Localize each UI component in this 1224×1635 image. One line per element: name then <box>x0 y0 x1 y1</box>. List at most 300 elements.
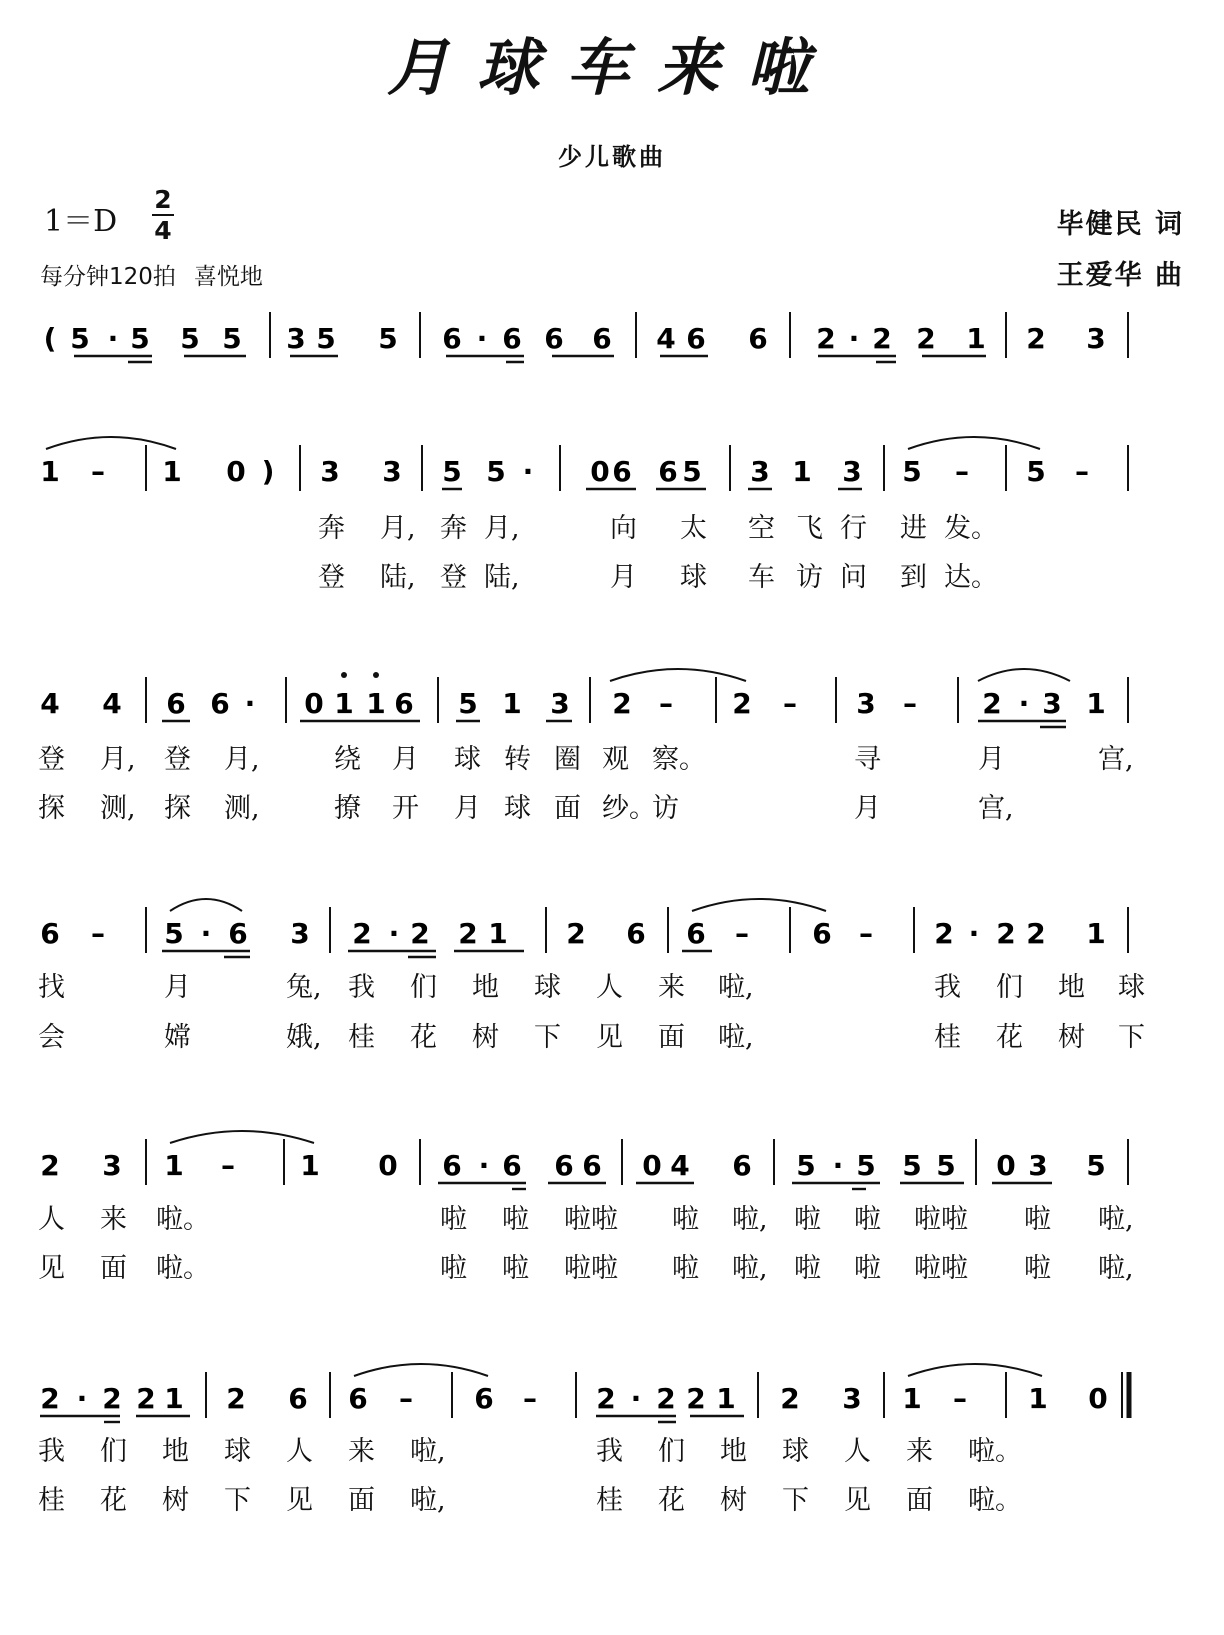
note: 5 <box>164 917 184 950</box>
note: 6 <box>686 322 706 355</box>
note: 0 <box>590 455 610 488</box>
lyric-word: 宫, <box>978 793 1014 824</box>
note: · <box>107 322 119 355</box>
note: 3 <box>1028 1149 1048 1182</box>
note: – <box>523 1382 537 1415</box>
lyric-word: 桂 <box>38 1485 65 1516</box>
note: 4 <box>670 1149 690 1182</box>
note: 1 <box>1086 917 1106 950</box>
lyric-word: 面 <box>348 1485 375 1516</box>
note: 6 <box>394 687 414 720</box>
note: 6 <box>442 322 462 355</box>
note: 1 <box>300 1149 320 1182</box>
lyric-word: 啦 <box>794 1253 821 1284</box>
note: 5 <box>936 1149 956 1182</box>
lyric-word: 啦, <box>718 1022 754 1053</box>
lyric-word: 陆, <box>484 562 520 593</box>
note: 1 <box>716 1382 736 1415</box>
lyric-word: 面 <box>906 1485 933 1516</box>
note: 2 <box>780 1382 800 1415</box>
note: 6 <box>582 1149 602 1182</box>
note: 6 <box>732 1149 752 1182</box>
note: 1 <box>40 455 60 488</box>
lyricist-credit: 毕健民 词 <box>1056 209 1184 240</box>
note: 2 <box>566 917 586 950</box>
lyric-word: 登 <box>318 562 345 593</box>
note: 1 <box>1086 687 1106 720</box>
tie <box>908 437 1040 449</box>
lyric-word: 球 <box>782 1436 809 1467</box>
notation-staff <box>0 665 1224 745</box>
lyric-word: 啦 <box>854 1253 881 1284</box>
lyric-word: 树 <box>162 1485 189 1516</box>
lyric-word: 纱。 <box>602 793 656 824</box>
lyric-word: 月, <box>484 513 520 544</box>
note: 2 <box>226 1382 246 1415</box>
tie <box>354 1364 488 1376</box>
lyric-word: 圈 <box>554 744 581 775</box>
lyric-word: 行 <box>840 513 867 544</box>
note: 2 <box>916 322 936 355</box>
lyric-line <box>0 740 1224 780</box>
lyric-word: 树 <box>472 1022 499 1053</box>
note: 6 <box>592 322 612 355</box>
lyric-word: 人 <box>596 972 623 1003</box>
lyric-word: 球 <box>504 793 531 824</box>
note: 2 <box>1026 322 1046 355</box>
note: 6 <box>228 917 248 950</box>
note: 6 <box>544 322 564 355</box>
lyric-word: 球 <box>454 744 481 775</box>
lyric-line <box>0 1200 1224 1240</box>
note: 5 <box>180 322 200 355</box>
lyric-word: 啦 <box>672 1204 699 1235</box>
lyric-word: 转 <box>504 744 531 775</box>
note: 5 <box>902 1149 922 1182</box>
octave-dot <box>341 672 347 678</box>
note: 6 <box>474 1382 494 1415</box>
lyric-word: 月 <box>164 972 191 1003</box>
note: 2 <box>996 917 1016 950</box>
lyric-word: 探 <box>164 793 191 824</box>
song-subtitle: 少儿歌曲 <box>558 143 666 171</box>
note: 1 <box>966 322 986 355</box>
lyric-word: 球 <box>224 1436 251 1467</box>
note: 3 <box>382 455 402 488</box>
note: – <box>91 917 105 950</box>
time-signature-top: 2 <box>154 185 172 214</box>
lyric-word: 花 <box>410 1022 437 1053</box>
note: 6 <box>626 917 646 950</box>
lyric-word: 察。 <box>652 744 706 775</box>
song-title: 月球车来啦 <box>386 31 837 104</box>
note: 6 <box>502 1149 522 1182</box>
lyric-word: 来 <box>906 1436 933 1467</box>
lyric-word: 们 <box>100 1436 127 1467</box>
lyric-word: 寻 <box>854 744 881 775</box>
note: 2 <box>612 687 632 720</box>
note: 5 <box>442 455 462 488</box>
note: 1 <box>164 1149 184 1182</box>
lyric-word: 啦, <box>732 1253 768 1284</box>
lyric-word: 见 <box>596 1022 623 1053</box>
note: 3 <box>842 1382 862 1415</box>
lyric-word: 我 <box>596 1436 623 1467</box>
note: · <box>388 917 400 950</box>
note: 1 <box>162 455 182 488</box>
lyric-word: 下 <box>224 1485 251 1516</box>
lyric-word: 奔 <box>440 513 467 544</box>
lyric-word: 啦 <box>1024 1204 1051 1235</box>
lyric-word: 登 <box>440 562 467 593</box>
lyric-word: 月, <box>100 744 136 775</box>
note: 2 <box>1026 917 1046 950</box>
note: – <box>659 687 673 720</box>
lyric-word: 开 <box>392 793 419 824</box>
expression-text: 喜悦地 <box>193 264 263 290</box>
note: 5 <box>1026 455 1046 488</box>
note: 6 <box>686 917 706 950</box>
note: 5 <box>902 455 922 488</box>
note: · <box>630 1382 642 1415</box>
note: · <box>76 1382 88 1415</box>
note: · <box>200 917 212 950</box>
tie <box>978 669 1070 681</box>
lyric-word: 我 <box>38 1436 65 1467</box>
lyric-word: 我 <box>348 972 375 1003</box>
lyric-word: 人 <box>286 1436 313 1467</box>
lyric-word: 月, <box>380 513 416 544</box>
key-signature: 1＝D <box>44 204 118 239</box>
lyric-word: 登 <box>164 744 191 775</box>
lyric-word: 啦 <box>794 1204 821 1235</box>
note: 5 <box>486 455 506 488</box>
lyric-line <box>0 1018 1224 1058</box>
note: 0 <box>226 455 246 488</box>
lyric-word: 月 <box>392 744 419 775</box>
lyric-word: 下 <box>1118 1022 1145 1053</box>
lyric-word: 月, <box>224 744 260 775</box>
lyric-word: 啦, <box>732 1204 768 1235</box>
lyric-word: 啦 <box>502 1253 529 1284</box>
note: ) <box>261 455 275 488</box>
lyric-word: 问 <box>840 562 867 593</box>
lyric-word: 访 <box>652 793 679 824</box>
lyric-word: 桂 <box>596 1485 623 1516</box>
note: 0 <box>642 1149 662 1182</box>
note: 2 <box>352 917 372 950</box>
lyric-word: 宫, <box>1098 744 1134 775</box>
note: 5 <box>130 322 150 355</box>
lyric-word: 啦, <box>410 1436 446 1467</box>
tie <box>908 1364 1042 1376</box>
lyric-word: 啦。 <box>156 1253 210 1284</box>
note: – <box>735 917 749 950</box>
lyric-word: 花 <box>100 1485 127 1516</box>
lyric-word: 啦 <box>672 1253 699 1284</box>
note: · <box>478 1149 490 1182</box>
lyric-word: 球 <box>680 562 707 593</box>
note: · <box>848 322 860 355</box>
tie <box>170 1131 314 1143</box>
note: 2 <box>136 1382 156 1415</box>
note: – <box>955 455 969 488</box>
note: · <box>968 917 980 950</box>
note: 2 <box>934 917 954 950</box>
lyric-word: 测, <box>224 793 260 824</box>
lyric-word: 啦啦 <box>914 1204 968 1235</box>
note: 5 <box>316 322 336 355</box>
lyric-line <box>0 1249 1224 1289</box>
note: – <box>399 1382 413 1415</box>
note: 6 <box>502 322 522 355</box>
lyric-word: 来 <box>100 1204 127 1235</box>
lyric-word: 撩 <box>334 793 361 824</box>
lyric-word: 车 <box>748 562 775 593</box>
note: – <box>1075 455 1089 488</box>
note: 2 <box>816 322 836 355</box>
note: 0 <box>1088 1382 1108 1415</box>
lyric-word: 球 <box>1118 972 1145 1003</box>
note: 2 <box>102 1382 122 1415</box>
lyric-word: 们 <box>658 1436 685 1467</box>
lyric-word: 空 <box>748 513 775 544</box>
note: · <box>1018 687 1030 720</box>
note: 6 <box>812 917 832 950</box>
lyric-word: 啦啦 <box>564 1204 618 1235</box>
note: 1 <box>488 917 508 950</box>
lyric-word: 进 <box>900 513 927 544</box>
octave-dot <box>373 672 379 678</box>
lyric-word: 来 <box>658 972 685 1003</box>
note: 5 <box>682 455 702 488</box>
notation-staff <box>0 433 1224 513</box>
lyric-word: 球 <box>534 972 561 1003</box>
note: 2 <box>40 1149 60 1182</box>
notation-staff <box>0 300 1224 380</box>
note: 6 <box>554 1149 574 1182</box>
lyric-word: 地 <box>472 972 499 1003</box>
note: 1 <box>1028 1382 1048 1415</box>
lyric-word: 月 <box>610 562 637 593</box>
lyric-word: 桂 <box>348 1022 375 1053</box>
note: 2 <box>40 1382 60 1415</box>
note: 3 <box>102 1149 122 1182</box>
lyric-line <box>0 1432 1224 1472</box>
lyric-word: 桂 <box>934 1022 961 1053</box>
lyric-line <box>0 558 1224 598</box>
lyric-word: 观 <box>602 744 629 775</box>
note: 2 <box>458 917 478 950</box>
lyric-word: 面 <box>554 793 581 824</box>
lyric-word: 陆, <box>380 562 416 593</box>
lyric-word: 见 <box>286 1485 313 1516</box>
note: 1 <box>334 687 354 720</box>
lyric-word: 花 <box>996 1022 1023 1053</box>
lyric-word: 见 <box>844 1485 871 1516</box>
note: 5 <box>796 1149 816 1182</box>
note: 3 <box>1042 687 1062 720</box>
note: 6 <box>40 917 60 950</box>
note: 1 <box>792 455 812 488</box>
note: 2 <box>410 917 430 950</box>
time-signature-bottom: 4 <box>154 216 172 245</box>
time-signature <box>152 186 174 244</box>
lyric-word: 啦, <box>1098 1253 1134 1284</box>
note: 6 <box>288 1382 308 1415</box>
note: 0 <box>304 687 324 720</box>
note: 6 <box>348 1382 368 1415</box>
composer-credit: 王爱华 曲 <box>1056 260 1184 291</box>
lyric-word: 地 <box>1058 972 1085 1003</box>
lyric-word: 月 <box>978 744 1005 775</box>
lyric-word: 啦, <box>1098 1204 1134 1235</box>
lyric-word: 面 <box>658 1022 685 1053</box>
tempo-marking <box>40 258 263 291</box>
lyric-word: 见 <box>38 1253 65 1284</box>
note: 2 <box>656 1382 676 1415</box>
lyric-word: 人 <box>844 1436 871 1467</box>
lyric-word: 啦 <box>502 1204 529 1235</box>
note: 5 <box>1086 1149 1106 1182</box>
lyric-word: 地 <box>720 1436 747 1467</box>
note: 6 <box>442 1149 462 1182</box>
lyric-word: 啦。 <box>968 1485 1022 1516</box>
lyric-word: 我 <box>934 972 961 1003</box>
tie <box>170 899 242 911</box>
lyric-word: 啦。 <box>968 1436 1022 1467</box>
note: 3 <box>550 687 570 720</box>
lyric-word: 树 <box>1058 1022 1085 1053</box>
lyric-word: 地 <box>162 1436 189 1467</box>
note: 5 <box>458 687 478 720</box>
tempo-text: 每分钟120拍 <box>40 264 176 290</box>
note: 2 <box>686 1382 706 1415</box>
note: 0 <box>996 1149 1016 1182</box>
lyric-word: 娥, <box>286 1022 322 1053</box>
lyric-word: 啦啦 <box>564 1253 618 1284</box>
lyric-word: 来 <box>348 1436 375 1467</box>
note: 3 <box>856 687 876 720</box>
lyric-word: 登 <box>38 744 65 775</box>
note: – <box>91 455 105 488</box>
note: 4 <box>102 687 122 720</box>
lyric-word: 啦啦 <box>914 1253 968 1284</box>
note: – <box>221 1149 235 1182</box>
lyric-word: 向 <box>610 513 637 544</box>
lyric-word: 啦, <box>410 1485 446 1516</box>
lyric-word: 发。 <box>944 513 998 544</box>
note: – <box>903 687 917 720</box>
tie <box>46 437 176 449</box>
note: 6 <box>748 322 768 355</box>
note: 2 <box>732 687 752 720</box>
lyric-word: 绕 <box>334 744 361 775</box>
lyric-word: 花 <box>658 1485 685 1516</box>
note: 6 <box>210 687 230 720</box>
note: 5 <box>856 1149 876 1182</box>
note: · <box>476 322 488 355</box>
note: 1 <box>902 1382 922 1415</box>
note: · <box>832 1149 844 1182</box>
note: 6 <box>612 455 632 488</box>
lyric-line <box>0 1481 1224 1521</box>
tie <box>610 669 746 681</box>
note: 3 <box>1086 322 1106 355</box>
note: 2 <box>982 687 1002 720</box>
lyric-word: 啦 <box>440 1204 467 1235</box>
notation-staff <box>0 895 1224 975</box>
note: 3 <box>320 455 340 488</box>
lyric-word: 啦, <box>718 972 754 1003</box>
lyric-word: 面 <box>100 1253 127 1284</box>
note: – <box>859 917 873 950</box>
lyric-word: 会 <box>38 1022 65 1053</box>
lyric-word: 啦 <box>1024 1253 1051 1284</box>
note: 3 <box>286 322 306 355</box>
tie <box>692 899 826 911</box>
note: · <box>244 687 256 720</box>
note: 5 <box>378 322 398 355</box>
notation-staff <box>0 1360 1224 1440</box>
lyric-word: 们 <box>996 972 1023 1003</box>
lyric-word: 树 <box>720 1485 747 1516</box>
lyric-word: 达。 <box>944 562 998 593</box>
lyric-word: 兔, <box>286 972 322 1003</box>
lyric-line <box>0 509 1224 549</box>
note: 0 <box>378 1149 398 1182</box>
note: 2 <box>872 322 892 355</box>
lyric-word: 到 <box>900 562 927 593</box>
note: 1 <box>502 687 522 720</box>
note: 5 <box>222 322 242 355</box>
lyric-word: 啦 <box>854 1204 881 1235</box>
lyric-word: 月 <box>454 793 481 824</box>
note: 1 <box>366 687 386 720</box>
lyric-word: 测, <box>100 793 136 824</box>
lyric-word: 啦 <box>440 1253 467 1284</box>
lyric-line <box>0 968 1224 1008</box>
note: · <box>522 455 534 488</box>
note: 1 <box>164 1382 184 1415</box>
note: 2 <box>596 1382 616 1415</box>
note: 5 <box>70 322 90 355</box>
note: ( <box>43 322 57 355</box>
lyric-word: 奔 <box>318 513 345 544</box>
lyric-word: 下 <box>782 1485 809 1516</box>
lyric-word: 人 <box>38 1204 65 1235</box>
lyric-word: 飞 <box>796 513 823 544</box>
notation-staff <box>0 1127 1224 1207</box>
lyric-word: 嫦 <box>164 1022 191 1053</box>
lyric-word: 下 <box>534 1022 561 1053</box>
note: 3 <box>290 917 310 950</box>
note: – <box>783 687 797 720</box>
note: 6 <box>166 687 186 720</box>
lyric-word: 们 <box>410 972 437 1003</box>
lyric-line <box>0 789 1224 829</box>
lyric-word: 月 <box>854 793 881 824</box>
note: 3 <box>842 455 862 488</box>
lyric-word: 找 <box>38 972 65 1003</box>
lyric-word: 探 <box>38 793 65 824</box>
lyric-word: 啦。 <box>156 1204 210 1235</box>
lyric-word: 访 <box>796 562 823 593</box>
note: 4 <box>40 687 60 720</box>
lyric-word: 太 <box>680 513 707 544</box>
note: – <box>953 1382 967 1415</box>
note: 3 <box>750 455 770 488</box>
